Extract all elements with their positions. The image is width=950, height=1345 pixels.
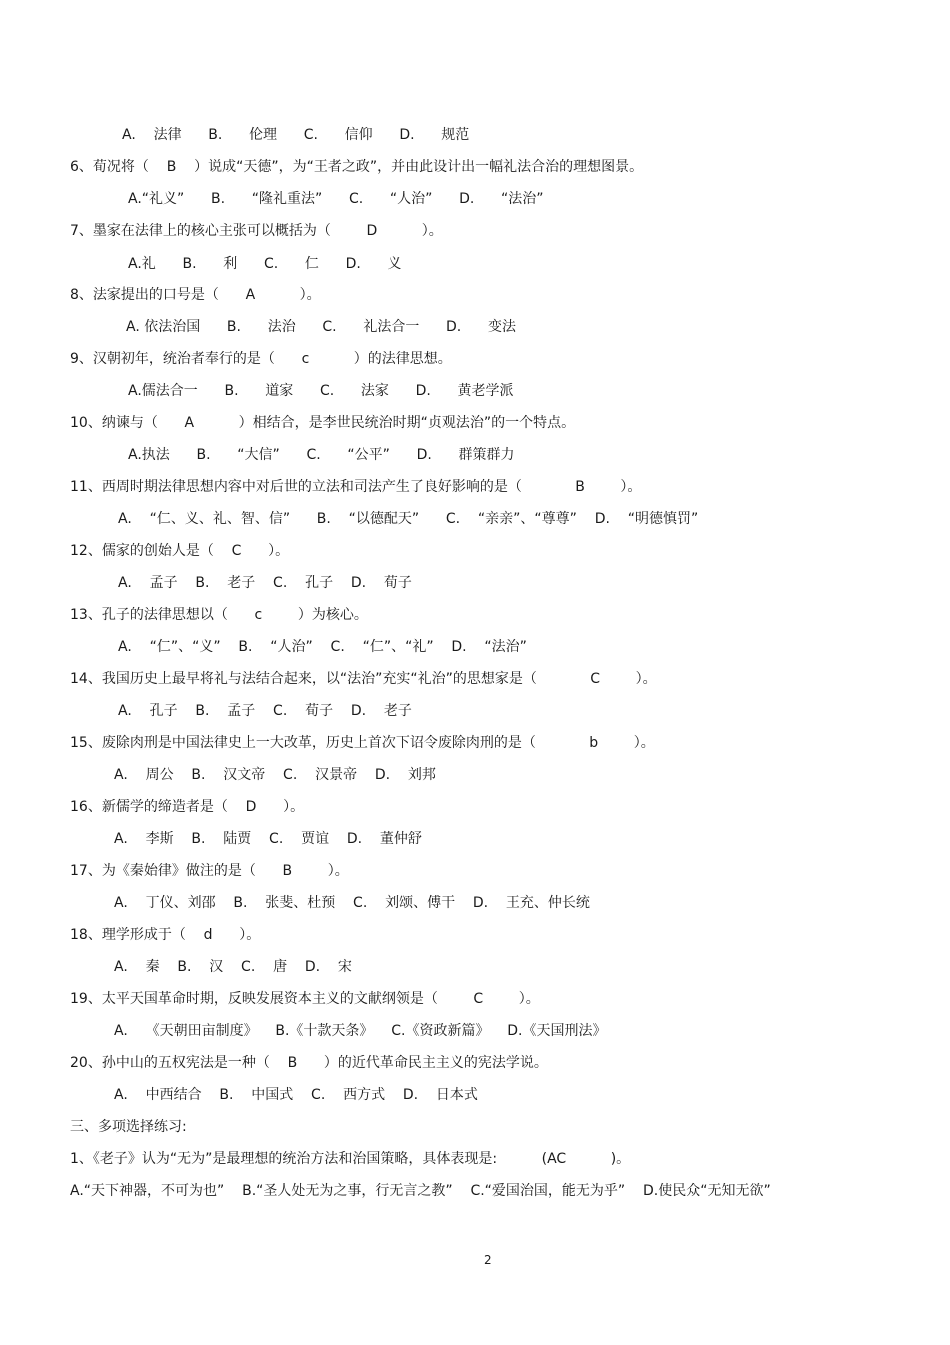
question-15: 15、废除肉刑是中国法律史上一大改革，历史上首次下诏令废除肉刑的是（ b ）。 — [70, 735, 655, 751]
question-5-options: A. 法律 B. 伦理 C. 信仰 D. 规范 — [122, 127, 470, 143]
multi-question-1-options: A.“天下神器，不可为也” B.“圣人处无为之事，行无言之教” C.“爱国治国，能无为乎” D.使民众“无知无欲” — [70, 1183, 771, 1199]
question-6-options: A.“礼义” B. “隆礼重法” C. “人治” D. “法治” — [128, 191, 544, 207]
question-8: 8、法家提出的口号是（ A ）。 — [70, 287, 321, 303]
multi-question-1: 1、《老子》认为“无为”是最理想的统治方法和治国策略，具体表现是: (AC )。 — [70, 1151, 631, 1167]
question-19: 19、太平天国革命时期，反映发展资本主义的文献纲领是（ C ）。 — [70, 991, 540, 1007]
question-18-options: A. 秦 B. 汉 C. 唐 D. 宋 — [114, 959, 352, 975]
question-10: 10、纳谏与（ A ）相结合，是李世民统治时期“贞观法治”的一个特点。 — [70, 415, 576, 431]
question-20: 20、孙中山的五权宪法是一种（ B ）的近代革命民主主义的宪法学说。 — [70, 1055, 548, 1071]
page-number: 2 — [484, 1253, 492, 1267]
question-9: 9、汉朝初年，统治者奉行的是（ c ）的法律思想。 — [70, 351, 452, 367]
question-13: 13、孔子的法律思想以（ c ）为核心。 — [70, 607, 368, 623]
question-11: 11、西周时期法律思想内容中对后世的立法和司法产生了良好影响的是（ B ）。 — [70, 479, 642, 495]
question-12-options: A. 孟子 B. 老子 C. 孔子 D. 荀子 — [118, 575, 412, 591]
question-17: 17、为《秦始律》做注的是（ B ）。 — [70, 863, 349, 879]
question-14: 14、我国历史上最早将礼与法结合起来，以“法治”充实“礼治”的思想家是（ C ）。 — [70, 671, 657, 687]
question-16: 16、新儒学的缔造者是（ D ）。 — [70, 799, 305, 815]
question-19-options: A. 《天朝田亩制度》 B.《十款天条》 C.《资政新篇》 D.《天国刑法》 — [114, 1023, 607, 1039]
question-18: 18、理学形成于（ d ）。 — [70, 927, 261, 943]
question-7: 7、墨家在法律上的核心主张可以概括为（ D ）。 — [70, 223, 443, 239]
question-20-options: A. 中西结合 B. 中国式 C. 西方式 D. 日本式 — [114, 1087, 478, 1103]
question-12: 12、儒家的创始人是（ C ）。 — [70, 543, 290, 559]
question-14-options: A. 孔子 B. 孟子 C. 荀子 D. 老子 — [118, 703, 412, 719]
question-17-options: A. 丁仪、刘邵 B. 张斐、杜预 C. 刘颂、傅干 D. 王充、仲长统 — [114, 895, 590, 911]
question-13-options: A. “仁”、“义” B. “人治” C. “仁”、“礼” D. “法治” — [118, 639, 527, 655]
question-7-options: A.礼 B. 利 C. 仁 D. 义 — [128, 256, 402, 272]
question-15-options: A. 周公 B. 汉文帝 C. 汉景帝 D. 刘邦 — [114, 767, 436, 783]
section-heading-multiple-choice: 三、多项选择练习: — [70, 1119, 187, 1135]
question-16-options: A. 李斯 B. 陆贾 C. 贾谊 D. 董仲舒 — [114, 831, 422, 847]
question-6: 6、荀况将（ B ）说成“天德”，为“王者之政”，并由此设计出一幅礼法合治的理想图景。 — [70, 159, 644, 175]
question-11-options: A. “仁、义、礼、智、信” B. “以德配天” C. “亲亲”、“尊尊” D. “明德慎罚” — [118, 511, 699, 527]
question-8-options: A. 依法治国 B. 法治 C. 礼法合一 D. 变法 — [126, 319, 516, 335]
question-9-options: A.儒法合一 B. 道家 C. 法家 D. 黄老学派 — [128, 383, 514, 399]
question-10-options: A.执法 B. “大信” C. “公平” D. 群策群力 — [128, 447, 515, 463]
